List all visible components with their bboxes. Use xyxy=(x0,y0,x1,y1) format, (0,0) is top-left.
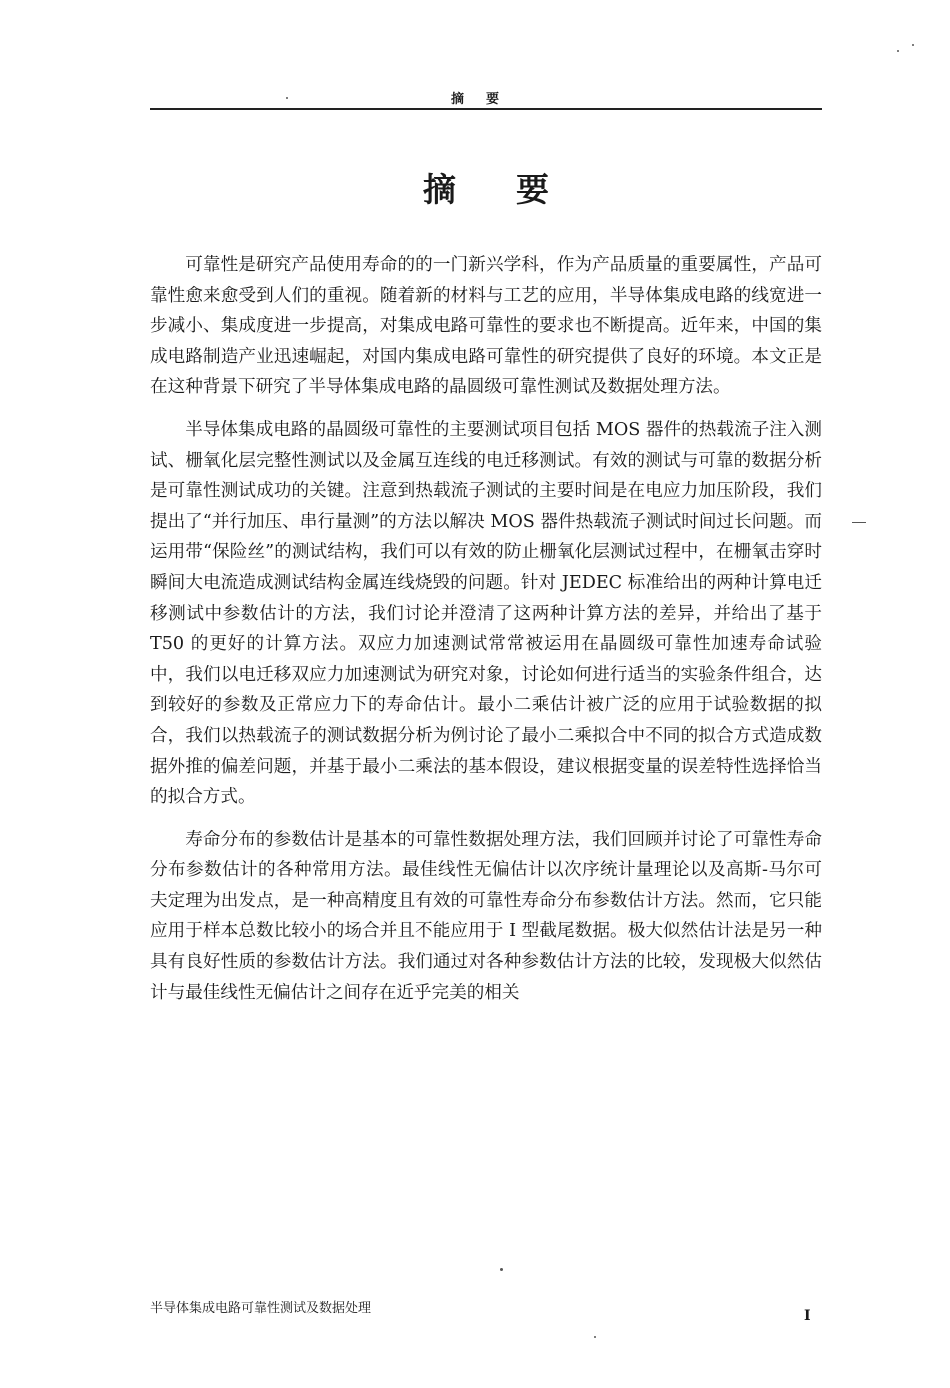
running-header: 摘要 xyxy=(450,92,521,107)
paragraph-3: 寿命分布的参数估计是基本的可靠性数据处理方法，我们回顾并讨论了可靠性寿命分布参数估计的各种常用方法。最佳线性无偏估计以次序统计量理论以及高斯-马尔可夫定理为出发点，是一种高精度且有效的可靠性寿命分布参数估计方法。然而，它只能应用于样本总数比较小的场合并且不能应用于 I 型截尾数据。极大似然估计法是另一种具有良好性质的参数估计方法。我们通过对各种参数估计方法的比较，发现极大似然估计与最佳线性无偏估计之间存在近乎完美的相关 xyxy=(150,829,822,1003)
scan-speck xyxy=(897,50,899,52)
scan-speck xyxy=(912,44,914,46)
scan-speck xyxy=(594,1336,596,1338)
abstract-body xyxy=(150,250,822,1020)
footer-thesis-title: 半导体集成电路可靠性测试及数据处理 xyxy=(150,1301,372,1316)
header-rule xyxy=(150,108,822,110)
page-number: I xyxy=(804,1308,811,1324)
scan-speck xyxy=(852,522,866,523)
paragraph-2: 半导体集成电路的晶圆级可靠性的主要测试项目包括 MOS 器件的热载流子注入测试、栅氧化层完整性测试以及金属互连线的电迁移测试。有效的测试与可靠的数据分析是可靠性测试成功的关键。注意到热载流子测试的主要时间是在电应力加压阶段，我们提出了“并行加压、串行量测”的方法以解决 MOS 器件热载流子测试时间过长问题。而运用带“保险丝”的测试结构，我们可以有效的防止栅氧化层测试过程中，在栅氧击穿时瞬间大电流造成测试结构金属连线烧毁的问题。针对 JEDEC 标准给出的两种计算电迁移测试中参数估计的方法，我们讨论并澄清了这两种计算方法的差异，并给出了基于 T50 的更好的计算方法。双应力加速测试常常被运用在晶圆级可靠性加速寿命试验中，我们以电迁移双应力加速测试为研究对象，讨论如何进行适当的实验条件组合，达到较好的参数及正常应力下的寿命估计。最小二乘估计被广泛的应用于试验数据的拟合，我们以热载流子的测试数据分析为例讨论了最小二乘拟合中不同的拟合方式造成数据外推的偏差问题，并基于最小二乘法的基本假设，建议根据变量的误差特性选择恰当的拟合方式。 xyxy=(150,419,822,808)
scan-speck xyxy=(500,1268,503,1271)
page-title: 摘要 xyxy=(423,170,609,209)
paragraph-1: 可靠性是研究产品使用寿命的的一门新兴学科，作为产品质量的重要属性，产品可靠性愈来愈受到人们的重视。随着新的材料与工艺的应用，半导体集成电路的线宽进一步减小、集成度进一步提高，对集成电路可靠性的要求也不断提高。近年来，中国的集成电路制造产业迅速崛起，对国内集成电路可靠性的研究提供了良好的环境。本文正是在这种背景下研究了半导体集成电路的晶圆级可靠性测试及数据处理方法。 xyxy=(150,255,822,398)
scan-speck xyxy=(286,97,288,99)
